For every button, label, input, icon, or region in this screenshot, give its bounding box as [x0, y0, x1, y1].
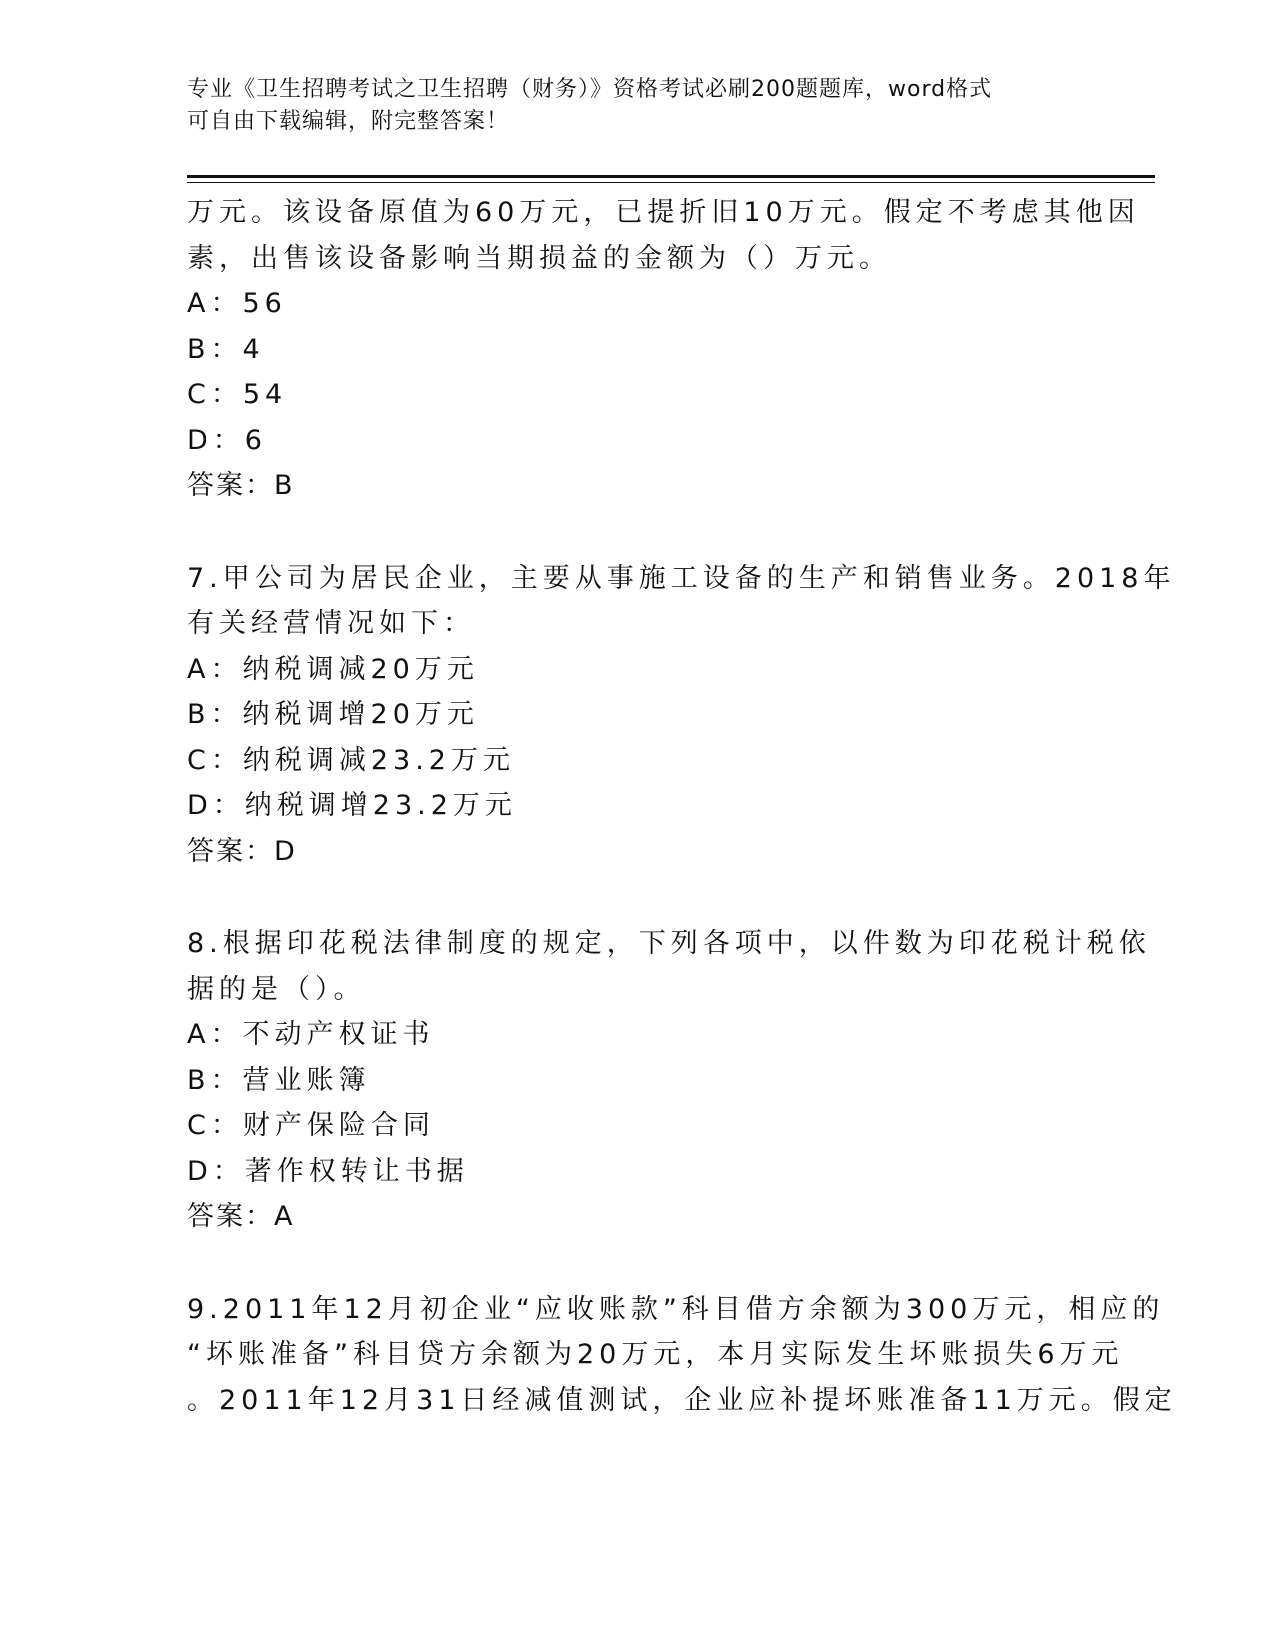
option-a: A：纳税调减20万元 [187, 653, 479, 685]
option-d: D：著作权转让书据 [187, 1155, 469, 1187]
option-a: A：56 [187, 288, 287, 319]
question-block [187, 190, 1140, 509]
option-b: B：营业账簿 [187, 1064, 371, 1096]
answer-label: 答案： [187, 470, 274, 501]
header-line-2: 可自由下载编辑，附完整答案！ [187, 109, 510, 134]
question-spacer [187, 1240, 1087, 1287]
question-text-line: 据的是（）。 [187, 973, 366, 1005]
option-b: B：纳税调增20万元 [187, 699, 479, 730]
question-block [187, 921, 1151, 1240]
question-spacer [187, 509, 1087, 556]
question-spacer [187, 874, 1087, 921]
question-text-line: 8.根据印花税法律制度的规定，下列各项中，以件数为印花税计税依 [187, 928, 1151, 959]
answer-value: A [274, 1201, 295, 1232]
answer-line [187, 463, 1087, 509]
question-text-line: 万元。该设备原值为60万元，已提折旧10万元。假定不考虑其他因 [187, 197, 1140, 228]
question-text-line: 有关经营情况如下： [187, 608, 475, 639]
question-text-line: 素，出售该设备影响当期损益的金额为（）万元。 [187, 242, 891, 274]
header-divider-thick [187, 175, 1155, 178]
answer-label: 答案： [187, 1201, 274, 1232]
option-c: C：54 [187, 379, 288, 410]
answer-label: 答案： [187, 835, 274, 867]
answer-line [187, 829, 1087, 875]
option-c: C：财产保险合同 [187, 1110, 435, 1141]
option-d: D：纳税调增23.2万元 [187, 790, 517, 821]
option-a: A：不动产权证书 [187, 1019, 435, 1050]
answer-line [187, 1194, 1087, 1240]
question-block [187, 1287, 1177, 1424]
option-d: D：6 [187, 424, 267, 456]
question-text-line: “坏账准备”科目贷方余额为20万元，本月实际发生坏账损失6万元 [187, 1339, 1124, 1370]
question-list [187, 190, 1177, 1423]
option-c: C：纳税调减23.2万元 [187, 744, 515, 776]
question-text-line: 7.甲公司为居民企业，主要从事施工设备的生产和销售业务。2018年 [187, 562, 1176, 594]
page-header [187, 74, 1087, 138]
question-text-line: 9.2011年12月初企业“应收账款”科目借方余额为300万元，相应的 [187, 1293, 1165, 1325]
answer-value: B [274, 470, 295, 501]
answer-value: D [274, 835, 297, 867]
header-line-1: 专业《卫生招聘考试之卫生招聘（财务）》资格考试必刷200题题库，word格式 [187, 77, 993, 102]
option-b: B：4 [187, 333, 265, 365]
header-divider-thin [187, 182, 1155, 183]
question-text-line: 。2011年12月31日经减值测试，企业应补提坏账准备11万元。假定 [187, 1384, 1177, 1416]
question-block [187, 556, 1176, 875]
